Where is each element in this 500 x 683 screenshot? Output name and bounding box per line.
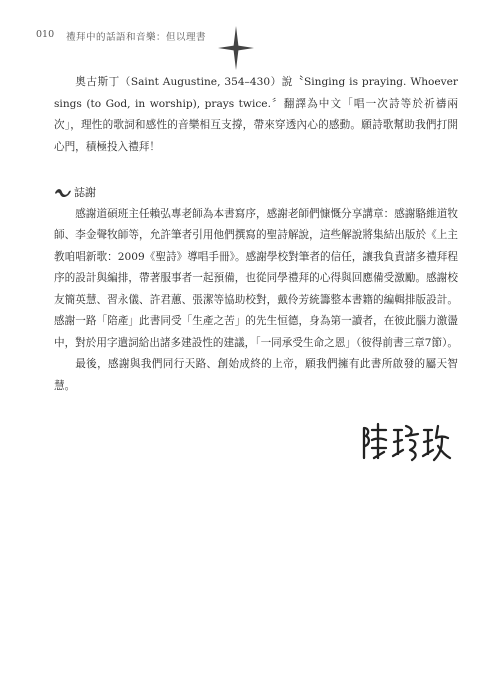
closing-paragraph: 最後，感謝與我們同行天路、創始成終的上帝，願我們擁有此書所啟發的屬天智慧。 (54, 358, 458, 392)
acknowledgement-title: 誌謝 (74, 186, 96, 199)
quote-paragraph: 奧古斯丁（Saint Augustine, 354–430）說〝Singing is praying. Whoever sings (to God, in worship), prays twice.〞翻譯為中文「唱一次詩等於祈禱兩次」，理性的歌詞和感性的音樂相互支撐，帶來穿透內心的感動。願詩歌幫助我們打開心門，積極投入禮拜！ (54, 76, 458, 153)
ornament-icon (54, 187, 72, 199)
acknowledgement-paragraph: 感謝道碩班主任賴弘專老師為本書寫序，感謝老師們慷慨分享講章：感謝駱維道牧師、李金聲牧師等，允許筆者引用他們撰寫的聖詩解說，這些解說將集結出版於《上主教咱唱新歌：2009《聖詩》導唱手冊》。感謝學校對筆者的信任，讓我負責諸多禮拜程序的設計與編排，帶著服事者一起預備，也從同學禮拜的心得與回應備受激勵。感謝校友簡英慧、習永儀、許君蕙、張潔等協助校對，戴伶芳統籌整本書籍的編輯排版設計。感謝一路「陪產」此書同受「生產之苦」的先生恒德，身為第一讀者，在彼此腦力激盪中，對於用字遣詞給出諸多建設性的建議，「一同承受生命之恩」（彼得前書三章7節）。 (54, 207, 458, 349)
page-number: 010 (36, 29, 55, 40)
page-header (36, 24, 464, 44)
sparkle-icon (36, 24, 256, 72)
author-signature (356, 418, 452, 466)
running-title: 禮拜中的話語和音樂：但以理書 (66, 32, 207, 43)
section-heading (54, 182, 458, 204)
page-body (54, 72, 458, 397)
